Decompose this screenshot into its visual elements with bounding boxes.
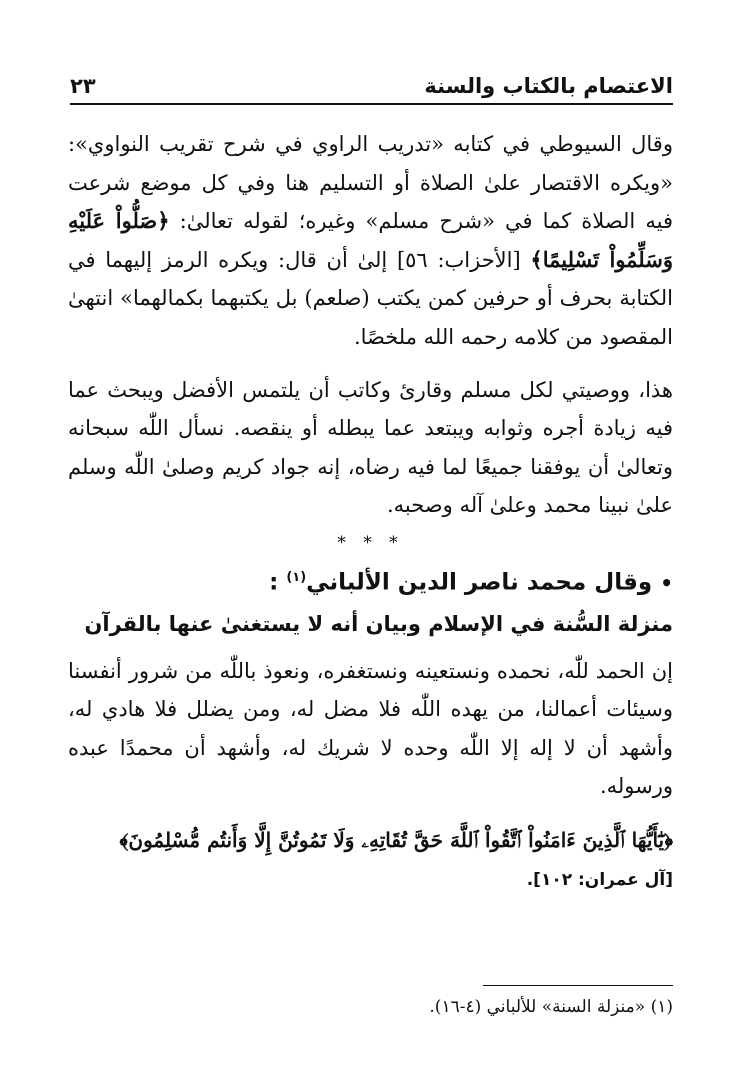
bullet-icon: • bbox=[660, 570, 673, 595]
author-name: وقال محمد ناصر الدين الألباني bbox=[306, 569, 653, 596]
footnote: (١) «منزلة السنة» للألباني (٤-١٦). bbox=[429, 997, 673, 1017]
running-title: الاعتصام بالكتاب والسنة bbox=[424, 74, 673, 98]
verse-reference: [آل عمران: ١٠٢]. bbox=[526, 869, 673, 890]
quran-verse: ﴿يَٰٓأَيُّهَا ٱلَّذِينَ ءَامَنُواْ ٱتَّقُواْ ٱللَّهَ حَقَّ تُقَاتِهِۦ وَلَا تَمُوتُنَّ إِلَّا وَأَنتُم مُّسْلِمُونَ﴾ bbox=[119, 827, 673, 852]
paragraph-text: وقال السيوطي في كتابه «تدريب الراوي في شرح تقريب النواوي»: «ويكره الاقتصار علىٰ الصلاة أو التسليم هنا وفي كل موضع شرعت فيه الصلاة كما في «شرح مسلم» وغيره؛ لقوله تعالىٰ: bbox=[68, 132, 673, 234]
header-rule bbox=[70, 103, 673, 105]
section-heading: منزلة السُّنة في الإسلام وبيان أنه لا يستغنىٰ عنها بالقرآن bbox=[84, 611, 673, 636]
author-line bbox=[68, 557, 673, 604]
paragraph-text: [الأحزاب: ٥٦] إلىٰ أن قال: ويكره الرمز إليهما في الكتابة بحرف أو حرفين كمن يكتب (صلعم) بل يكتبهما بكمالهما» انتهىٰ المقصود من كلامه رحمه الله ملخصًا. bbox=[68, 247, 673, 349]
page-header bbox=[70, 64, 673, 98]
paragraph-suyuti bbox=[68, 125, 673, 357]
paragraph-advice: هذا، ووصيتي لكل مسلم وقارئ وكاتب أن يلتمس الأفضل ويبحث عما فيه زيادة أجره وثوابه ويبتعد عما يبطله أو ينقصه. نسأل اللّٰه سبحانه وتعالىٰ أن يوفقنا جميعًا لما فيه رضاه، إنه جواد كريم وصلىٰ اللّٰه وسلم علىٰ نبينا محمد وعلىٰ آله وصحبه. bbox=[68, 377, 673, 518]
footnote-ref: (١) bbox=[286, 569, 307, 585]
quran-quote: ﴿صَلُّواْ عَلَيْهِ وَسَلِّمُواْ تَسْلِيمًا﴾ bbox=[68, 208, 674, 272]
page-number: ٢٣ bbox=[70, 74, 96, 98]
colon: : bbox=[269, 569, 279, 596]
paragraph-khutba: إن الحمد للّٰه، نحمده ونستعينه ونستغفره، ونعوذ باللّٰه من شرور أنفسنا وسيئات أعمالنا، من يهده اللّٰه فلا مضل له، ومن يضلل فلا هادي له، وأشهد أن لا إله إلا اللّٰه وحده لا شريك له، وأشهد أن محمدًا عبده ورسوله. bbox=[68, 658, 673, 799]
page-body bbox=[68, 125, 673, 898]
section-separator: * * * bbox=[337, 532, 404, 553]
footnote-rule bbox=[483, 985, 673, 986]
